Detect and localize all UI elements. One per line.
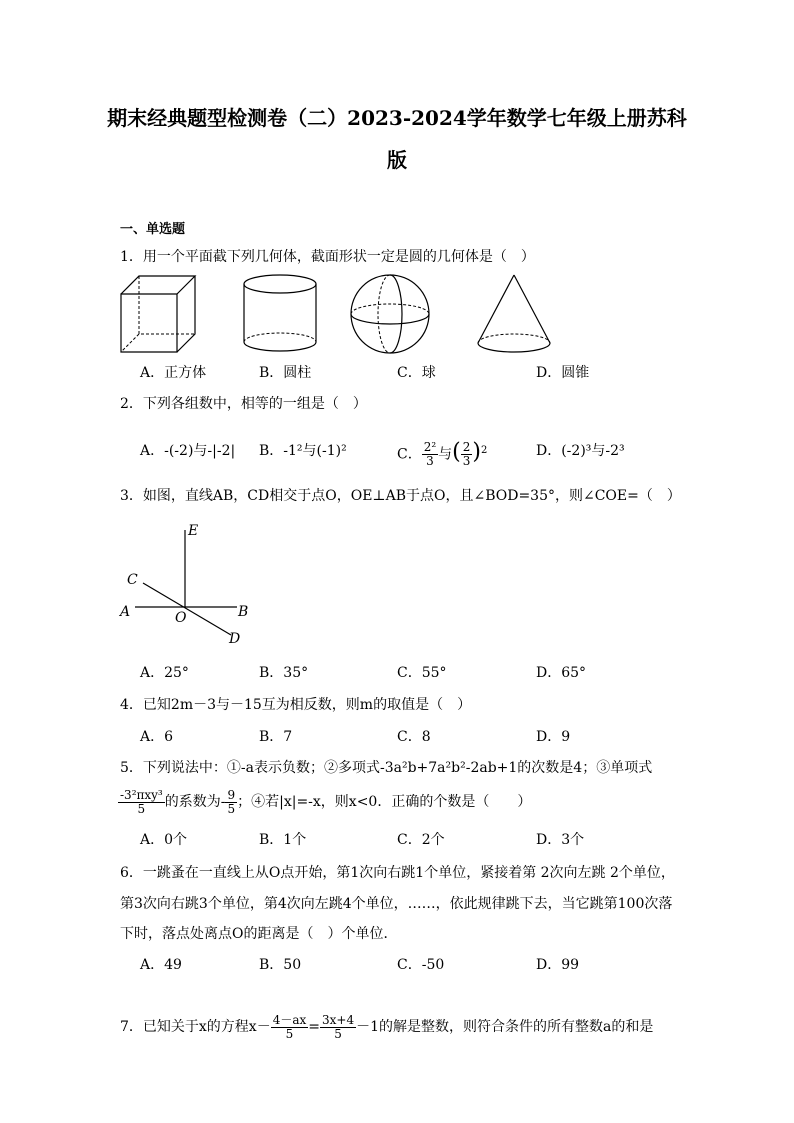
cone-figure xyxy=(474,272,554,356)
q6-option-d: D．99 xyxy=(536,957,580,973)
q2-option-a: A．-(-2)与-|-2| xyxy=(140,443,236,459)
q4-option-c: C．8 xyxy=(397,729,431,745)
q7-stem: 7．已知关于x的方程x－ $\frac{4-ax}{5}$ = $\frac{3x+4}{5}$ －1的解是整数，则符合条件的所有整数a的和是 xyxy=(120,1012,654,1041)
q6-line2: 第3次向右跳3个单位，第4次向左跳4个单位，……，依此规律跳下去，当它跳第100次落 xyxy=(120,896,673,912)
q3-option-b: B．35° xyxy=(259,665,309,681)
q3-option-a: A．25° xyxy=(140,665,189,681)
label-c: C xyxy=(127,572,138,588)
section-heading: 一、单选题 xyxy=(120,222,186,237)
q5-option-b: B．1个 xyxy=(259,832,307,848)
q2-option-b: B．-1²与(-1)² xyxy=(259,443,347,459)
q1-stem: 1．用一个平面截下列几何体，截面形状一定是圆的几何体是（ ） xyxy=(120,249,535,265)
q5-option-c: C．2个 xyxy=(397,832,445,848)
q1-option-c: C．球 xyxy=(397,365,436,381)
q2-option-d: D．(-2)³与-2³ xyxy=(536,443,625,459)
label-a: A xyxy=(120,604,131,620)
cylinder-figure xyxy=(240,272,320,356)
document-title-line2: 版 xyxy=(387,148,407,172)
q7-fraction-1: $\frac{4-ax}{5}$ xyxy=(272,1012,307,1041)
q4-option-a: A．6 xyxy=(140,729,174,745)
q3-option-c: C．55° xyxy=(397,665,447,681)
label-e: E xyxy=(188,523,199,539)
label-b: B xyxy=(238,604,249,620)
q2-c-fraction-2: $\frac{2}{3}$ xyxy=(462,440,471,469)
q1-option-d: D．圆锥 xyxy=(536,365,590,381)
q1-option-a: A．正方体 xyxy=(140,365,207,381)
q7-fraction-2: $\frac{3x+4}{5}$ xyxy=(322,1012,355,1041)
q5-monomial-fraction: $\frac{\text{-3²πxy³}}{5}$ xyxy=(120,787,163,816)
q5-option-d: D．3个 xyxy=(536,832,585,848)
q5-stem-line2: $\frac{\text{-3²πxy³}}{5}$ 的系数为- $\frac{9}{5}$ ；④若|x|=-x，则x<0．正确的个数是（ ） xyxy=(120,787,532,816)
q1-option-b: B．圆柱 xyxy=(259,365,312,381)
q4-option-b: B．7 xyxy=(259,729,293,745)
q2-option-c: C． $\frac{\text{2²}}{3}$ 与( $\frac{2}{3}$ )$^2$ xyxy=(397,439,488,469)
q4-stem: 4．已知2m－3与－15互为相反数，则m的取值是（ ） xyxy=(120,697,472,713)
q5-coefficient-fraction: $\frac{9}{5}$ xyxy=(227,787,236,816)
q6-line3: 下时，落点处离点O的距离是（ ）个单位． xyxy=(120,926,398,942)
q3-stem: 3．如图，直线AB，CD相交于点O，OE⊥AB于点O，且∠BOD=35°，则∠COE=（ ） xyxy=(120,488,681,504)
sphere-figure xyxy=(348,272,432,356)
cube-figure xyxy=(118,272,200,356)
q5-option-a: A．0个 xyxy=(140,832,188,848)
q4-option-d: D．9 xyxy=(536,729,571,745)
q2-c-fraction-1: $\frac{\text{2²}}{3}$ xyxy=(423,440,437,469)
document-title-line1: 期末经典题型检测卷（二）2023-2024学年数学七年级上册苏科 xyxy=(107,106,687,130)
q2-stem: 2．下列各组数中，相等的一组是（ ） xyxy=(120,396,367,412)
q6-line1: 6．一跳蚤在一直线上从O点开始，第1次向右跳1个单位，紧接着第 2次向左跳 2个单位， xyxy=(120,865,675,881)
label-d: D xyxy=(229,631,241,647)
label-o: O xyxy=(175,610,187,626)
q3-option-d: D．65° xyxy=(536,665,587,681)
q2-option-c-label: C． xyxy=(397,446,422,463)
q6-option-a: A．49 xyxy=(140,957,182,973)
q6-option-b: B．50 xyxy=(259,957,302,973)
q6-option-c: C．-50 xyxy=(397,957,445,973)
q5-stem: 5．下列说法中：①-a表示负数；②多项式-3a²b+7a²b²-2ab+1的次数是4；③单项式 xyxy=(120,760,653,776)
